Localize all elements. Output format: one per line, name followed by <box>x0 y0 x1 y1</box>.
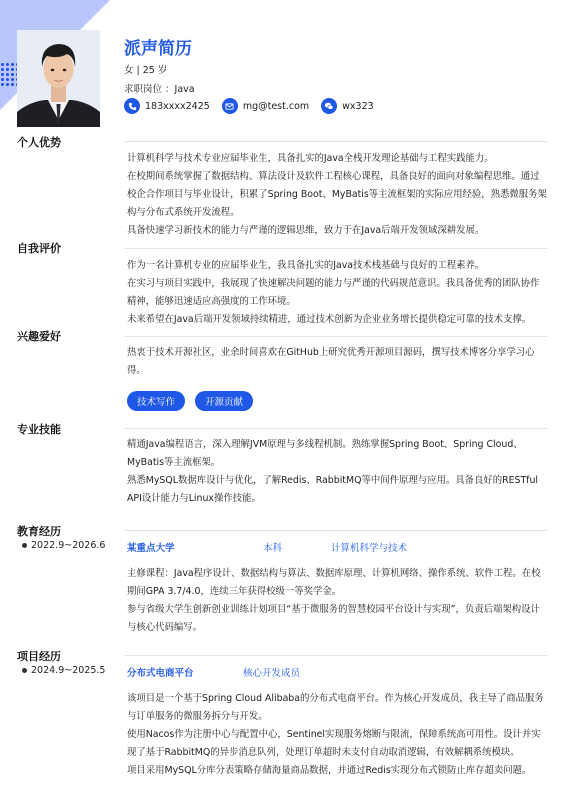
divider <box>124 655 548 656</box>
education-date-text: 2022.9~2026.6 <box>31 540 106 551</box>
wechat-text: wx323 <box>342 100 374 112</box>
divider <box>124 141 548 142</box>
bullet-dot <box>22 668 27 673</box>
school-name: 某重点大学 <box>127 543 175 554</box>
contact-phone <box>124 98 210 114</box>
paragraph-line: 使用Nacos作为注册中心与配置中心，Sentinel实现服务熔断与限流，保障系统高可用性。设计并实现了基于RabbitMQ的异步消息队列，处理订单超时未支付自动取消逻辑，有效解耦系统模块。 <box>127 729 541 758</box>
section-title-evaluation: 自我评价 <box>17 242 61 255</box>
section-title-education: 教育经历 <box>17 525 61 538</box>
contact-email <box>222 98 309 114</box>
phone-text: 183xxxx2425 <box>145 100 210 112</box>
divider <box>124 248 548 249</box>
contact-wechat <box>321 98 374 114</box>
major: 计算机科学与技术 <box>331 543 408 554</box>
divider <box>124 336 548 337</box>
project-content <box>127 690 547 780</box>
hobby-tags <box>127 391 263 411</box>
education-content <box>127 565 547 637</box>
paragraph-line: 未来希望在Java后端开发领域持续精进，通过技术创新为企业业务增长提供稳定可靠的技术支撑。 <box>127 314 532 325</box>
hobby-tag: 开源贡献 <box>195 391 253 411</box>
evaluation-content <box>127 257 547 329</box>
project-role: 核心开发成员 <box>243 668 301 679</box>
project-name: 分布式电商平台 <box>127 668 194 679</box>
paragraph-line: 在校期间系统掌握了数据结构、算法设计及软件工程核心课程，具备良好的面向对象编程思维。通过校企合作项目与毕业设计，积累了Spring Boot、MyBatis等主流框架的实际应用经验，熟悉微服务架构与分布式系统开发流程。 <box>127 171 547 218</box>
email-text: mg@test.com <box>242 100 310 112</box>
divider <box>124 530 548 531</box>
project-date-text: 2024.9~2025.5 <box>31 665 106 676</box>
paragraph-line: 精通Java编程语言，深入理解JVM原理与多线程机制。熟练掌握Spring Boot、Spring Cloud、MyBatis等主流框架。 <box>127 439 523 468</box>
section-title-project: 项目经历 <box>17 650 61 663</box>
paragraph-line: 具备快速学习新技术的能力与严谨的逻辑思维，致力于在Java后端开发领域深耕发展。 <box>127 225 485 236</box>
gender-age: 女 | 25 岁 <box>124 65 168 76</box>
wechat-icon <box>321 98 337 114</box>
paragraph-line: 该项目是一个基于Spring Cloud Alibaba的分布式电商平台。作为核心开发成员，我主导了商品服务与订单服务的微服务拆分与开发。 <box>127 693 544 722</box>
degree: 本科 <box>263 543 283 554</box>
advantage-content <box>127 150 547 240</box>
divider <box>124 428 548 429</box>
paragraph-line: 热衷于技术开源社区，业余时间喜欢在GitHub上研究优秀开源项目源码，撰写技术博客分享学习心得。 <box>127 347 535 376</box>
education-date <box>22 540 105 551</box>
hobbies-content <box>127 344 547 380</box>
paragraph-line: 计算机科学与技术专业应届毕业生，具备扎实的Java全栈开发理论基础与工程实践能力。 <box>127 153 494 164</box>
skills-content <box>127 436 547 508</box>
mail-icon <box>222 98 238 114</box>
paragraph-line: 主修课程：Java程序设计、数据结构与算法、数据库原理、计算机网络、操作系统、软件工程。在校期间GPA 3.7/4.0，连续三年获得校级一等奖学金。 <box>127 568 541 597</box>
profile-photo <box>17 30 100 127</box>
dot-pattern-decoration <box>0 62 18 86</box>
resume-title: 派声简历 <box>124 39 192 59</box>
project-date <box>22 665 105 676</box>
section-title-hobbies: 兴趣爱好 <box>17 330 61 343</box>
phone-icon <box>124 98 140 114</box>
paragraph-line: 作为一名计算机专业的应届毕业生，我具备扎实的Java技术栈基础与良好的工程素养。 <box>127 260 485 271</box>
paragraph-line: 在实习与项目实践中，我展现了快速解决问题的能力与严谨的代码规范意识。我具备优秀的团队协作精神，能够迅速适应高强度的工作环境。 <box>127 278 540 307</box>
paragraph-line: 项目采用MySQL分库分表策略存储海量商品数据，并通过Redis实现分布式锁防止库存超卖问题。 <box>127 765 532 776</box>
paragraph-line: 熟悉MySQL数据库设计与优化，了解Redis、RabbitMQ等中间件原理与应用。具备良好的RESTful API设计能力与Linux操作技能。 <box>127 475 539 504</box>
hobby-tag: 技术写作 <box>127 391 185 411</box>
paragraph-line: 参与省级大学生创新创业训练计划项目“基于微服务的智慧校园平台设计与实现”，负责后端架构设计与核心代码编写。 <box>127 604 540 633</box>
job-position: 求职岗位 ：Java <box>124 84 195 95</box>
contact-row <box>124 98 386 114</box>
section-title-skills: 专业技能 <box>17 423 61 436</box>
section-title-advantage: 个人优势 <box>17 136 61 149</box>
bullet-dot <box>22 543 27 548</box>
